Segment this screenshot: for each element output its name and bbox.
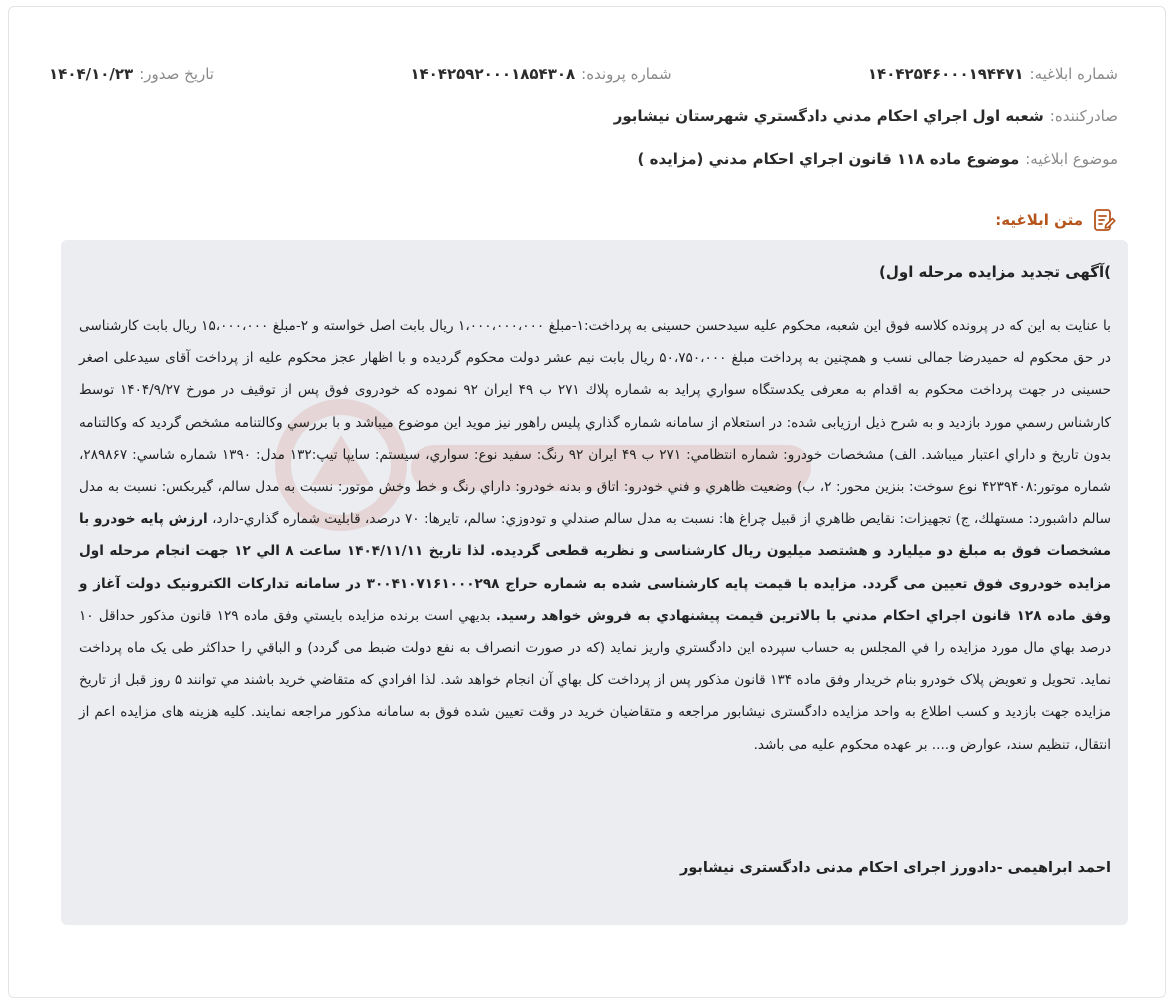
notice-text-title: متن ابلاغيه: [995, 211, 1083, 229]
notice-text-header [995, 207, 1117, 233]
notice-number-label: شماره ابلاغيه: [1029, 65, 1118, 83]
issuer [614, 107, 1118, 125]
notice-number [868, 65, 1118, 83]
case-number-value: ۱۴۰۴۲۵۹۲۰۰۰۱۸۵۴۳۰۸ [410, 65, 576, 83]
case-number [410, 65, 671, 83]
notice-card [8, 6, 1166, 998]
notice-body-text [79, 310, 1111, 761]
notice-body-bold: ارزش پايه خودرو با مشخصات فوق به مبلغ دو ميليارد و هشتصد ميليون ريال كارشناسی و نظريه قطعی گرديده. لذا تاريخ ۱۴۰۴/۱۱/۱۱ ساعت ۸ الي ۱۲ جهت انجام مرحله اول مزايده خودروی فوق تعيين می گردد. مزايده با قيمت پايه كارشناسی شده به شماره حراج ۳۰۰۴۱۰۷۱۶۱۰۰۰۲۹۸ در سامانه تداركات الكترونيک دولت آغاز و وفق ماده ۱۲۸ قانون اجراي احكام مدني با بالاترين قيمت پيشنهادي به فروش خواهد رسيد. [79, 511, 1112, 624]
issuer-value: شعبه اول اجراي احكام مدني دادگستري شهرستان نيشابور [613, 107, 1044, 125]
subject [638, 150, 1118, 168]
meta-row-issuer [49, 107, 1118, 125]
issuer-label: صادرکننده: [1049, 107, 1118, 125]
notice-signature: احمد ابراهیمی -دادورز اجرای احکام مدنی دادگستری نیشابور [679, 860, 1111, 876]
document-edit-icon [1091, 207, 1117, 233]
issue-date [49, 65, 214, 83]
case-number-label: شماره پرونده: [581, 65, 672, 83]
subject-value: موضوع ماده ۱۱۸ قانون اجراي احكام مدني (مزايده ) [637, 150, 1020, 168]
notice-body-part3: بديهي است برنده مزايده بايستي وفق ماده ۱۲۹ قانون مذكور حداقل ۱۰ درصد بهاي مال مورد مزايده را في المجلس به حساب سپرده اين دادگستري واريز نمايد (كه در صورت انصراف به نفع دولت ضبط می گردد) و الباقي را حداكثر طی يک ماه پرداخت نمايد. تحويل و تعويض پلاک خودرو بنام خريدار وفق ماده ۱۳۴ قانون مذكور پس از پرداخت كل بهاي آن انجام خواهد شد. لذا افرادي كه متقاضي خريد باشند مي توانند ۵ روز قبل از تاريخ مزايده جهت بازديد و کسب اطلاع به واحد مزايده دادگستری نيشابور مراجعه و متقاضيان خريد در وقت تعيين شده فوق به سامانه مذكور مراجعه نمايند. كليه هزينه های مزايده اعم از انتقال، تنظيم سند، عوارض و.... بر عهده محكوم عليه می باشد. [79, 607, 1111, 753]
notice-body-box [61, 240, 1128, 925]
meta-row-subject [49, 150, 1118, 168]
meta-row-numbers [49, 65, 1118, 83]
issue-date-label: تاريخ صدور: [139, 65, 214, 83]
notice-body-part1: با عنايت به اين كه در پرونده كلاسه فوق اين شعبه، محکوم علیه سیدحسن حسینی به پرداخت:۱-مبلغ ۱،۰۰۰،۰۰۰،۰۰۰ ریال بابت اصل خواسته و ۲-مبلغ ۱۵،۰۰۰،۰۰۰ ریال بابت كارشناسی در حق محکوم له حمیدرضا جمالی نسب و همچنین به پرداخت مبلغ ۵۰،۷۵۰،۰۰۰ ریال بابت نیم عشر دولت محكوم گرديده و با اظهار عجز محكوم عليه از پرداخت آقای سیدعلی اصغر حسینی در جهت پرداخت محكوم به اقدام به معرفی يكدستگاه سواري پرايد به شماره پلاك ۲۷۱ ب ۴۹ ايران ۹۲ نموده كه خودروی فوق پس از توقیف در مورخ ۱۴۰۴/۹/۲۷ توسط كارشناس رسمي مورد بازديد و به شرح ذيل ارزيابی شده: در استعلام از سامانه شماره گذاري پلیس راهور نيز مويد اين موضوع ميباشد و با بررسي وكالتنامه مشخص گرديد كه وكالتنامه بدون تاريخ و داراي اعتبار ميباشد. الف) مشخصات خودرو: شماره انتظامي: ۲۷۱ ب ۴۹ ایران ۹۲ رنگ: سفيد نوع: سواري، سيستم: سايپا تيپ:۱۳۲ مدل: ۱۳۹۰ شماره شاسي: ۲۸۹۸۶۷، شماره موتور:۴۲۳۹۴۰۸ نوع سوخت: بنزين محور: ۲، ب) وضعيت ظاهري و فني خودرو: اتاق و بدنه خودرو: داراي رنگ و خط وخش موتور: نسبت به مدل سالم، گيربكس: نسبت به مدل سالم داشبورد: مستهلك، ج) تجهيزات: نقايص ظاهري از قبيل چراغ ها: نسبت به مدل سالم صندلي و تودوزي: سالم، تايرها: ۷۰ درصد، قابليت شماره گذاري-دارد، [79, 318, 1112, 528]
issue-date-value: ۱۴۰۴/۱۰/۲۳ [49, 65, 134, 83]
notice-number-value: ۱۴۰۴۲۵۴۶۰۰۰۱۹۴۴۷۱ [867, 65, 1024, 83]
subject-label: موضوع ابلاغيه: [1025, 150, 1118, 168]
notice-title: )آگهی تجدید مزایده مرحله اول) [879, 263, 1111, 281]
